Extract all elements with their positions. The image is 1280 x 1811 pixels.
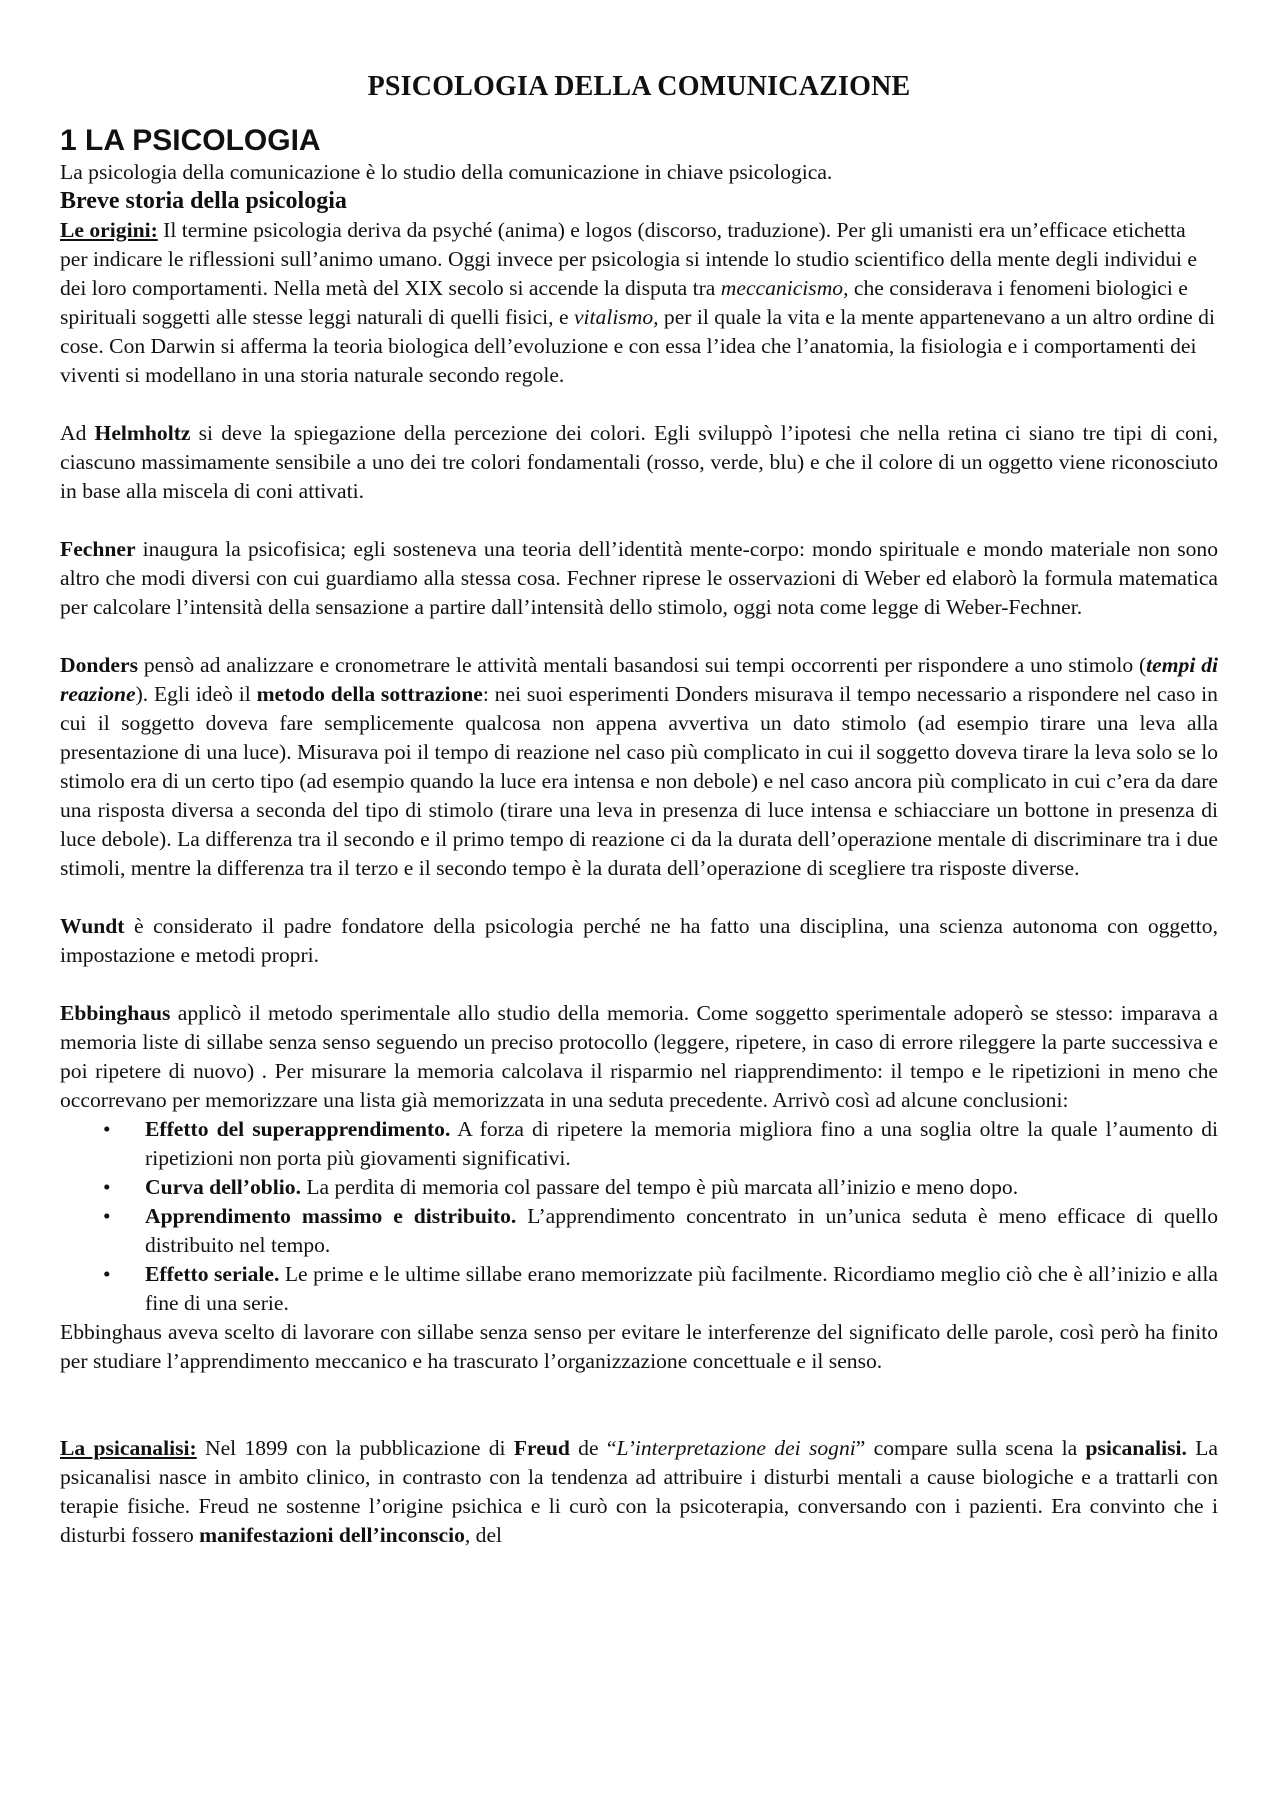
bullet-icon: • bbox=[103, 1204, 111, 1228]
freud-name: Freud bbox=[513, 1436, 570, 1460]
fechner-name: Fechner bbox=[60, 537, 136, 561]
helmholtz-paragraph: Ad Helmholtz si deve la spiegazione della percezione dei colori. Egli sviluppò l’ipotesi che nella retina ci siano tre tipi di coni, ciascuno massimamente sensibile a uno dei tre colori fondamentali (rosso, verde, blu) e che il colore di un oggetto viene riconosciuto in base alla miscela di coni attivati. bbox=[60, 421, 1218, 503]
bullet-icon: • bbox=[103, 1262, 111, 1286]
fechner-paragraph: Fechner inaugura la psicofisica; egli sosteneva una teoria dell’identità mente-corpo: mondo spirituale e mondo materiale non sono altro che modi diversi con cui guardiamo alla stessa cosa. Fechner riprese le osservazioni di Weber ed elaborò la formula matematica per calcolare l’intensità della sensazione a partire dall’intensità dello stimolo, oggi nota come legge di Weber-Fechner. bbox=[60, 537, 1218, 619]
section-heading: Breve storia della psicologia bbox=[60, 188, 347, 214]
origini-lead: Le origini: bbox=[60, 218, 158, 242]
origini-paragraph: Le origini: Il termine psicologia deriva da psyché (anima) e logos (discorso, traduzione). Per gli umanisti era un’efficace etichetta per indicare le riflessioni sull’animo umano. Oggi invece per psicologia si intende lo studio scientifico della mente degli individui e dei loro comportamenti. Nella metà del XIX secolo si accende la disputa tra meccanicismo, che considerava i fenomeni biologici e spirituali soggetti alle stesse leggi naturali di quelli fisici, e vitalismo, per il quale la vita e la mente appartenevano a un altro ordine di cose. Con Darwin si afferma la teoria biologica dell’evoluzione e con essa l’idea che l’anatomia, la fisiologia e i comportamenti dei viventi si modellano in una storia naturale secondo regole. bbox=[60, 218, 1215, 387]
list-item: • Effetto del superapprendimento. A forza di ripetere la memoria migliora fino a una soglia oltre la quale l’aumento di ripetizioni non porta più giovamenti significativi. bbox=[103, 1117, 1218, 1170]
ebbinghaus-paragraph: Ebbinghaus applicò il metodo sperimentale allo studio della memoria. Come soggetto sperimentale adoperò se stesso: imparava a memoria liste di sillabe senza senso seguendo un preciso protocollo (leggere, ripetere, in caso di errore rileggere la parte successiva e poi ripetere di nuovo) . Per misurare la memoria calcolava il risparmio nel riapprendimento: il tempo e le ripetizioni in meno che occorrevano per memorizzare una lista già memorizzata in una seduta precedente. Arrivò così ad alcune conclusioni: bbox=[60, 1001, 1218, 1112]
chapter-heading: 1 LA PSICOLOGIA bbox=[60, 124, 321, 157]
document-title: PSICOLOGIA DELLA COMUNICAZIONE bbox=[367, 71, 911, 102]
wundt-name: Wundt bbox=[60, 914, 125, 938]
bullet-icon: • bbox=[103, 1117, 111, 1141]
ebbinghaus-closing: Ebbinghaus aveva scelto di lavorare con sillabe senza senso per evitare le interferenze del significato delle parole, così però ha finito per studiare l’apprendimento meccanico e ha trascurato l’organizzazione concettuale e il senso. bbox=[60, 1320, 1218, 1373]
helmholtz-name: Helmholtz bbox=[94, 421, 191, 445]
list-item: • Curva dell’oblio. La perdita di memoria col passare del tempo è più marcata all’inizio e meno dopo. bbox=[60, 1173, 1218, 1202]
list-item: • Effetto seriale. Le prime e le ultime sillabe erano memorizzate più facilmente. Ricordiamo meglio ciò che è all’inizio e alla fine di una serie. bbox=[103, 1262, 1219, 1315]
document-page bbox=[60, 70, 1218, 1550]
ebbinghaus-name: Ebbinghaus bbox=[60, 1001, 171, 1025]
conclusions-list bbox=[60, 1115, 1218, 1318]
psicanalisi-lead: La psicanalisi: bbox=[60, 1436, 197, 1460]
donders-paragraph: Donders pensò ad analizzare e cronometrare le attività mentali basandosi sui tempi occorrenti per rispondere a uno stimolo (tempi di reazione). Egli ideò il metodo della sottrazione: nei suoi esperimenti Donders misurava il tempo necessario a rispondere nel caso in cui il soggetto doveva fare semplicemente qualcosa non appena avvertiva un dato stimolo (ad esempio tirare una leva alla presentazione di una luce). Misurava poi il tempo di reazione nel caso più complicato in cui il soggetto doveva tirare la leva solo se lo stimolo era di un certo tipo (ad esempio quando la luce era intensa e non debole) e nel caso ancora più complicato in cui c’era da dare una risposta diversa a seconda del tipo di stimolo (tirare una leva in presenza di luce intensa e schiacciare un bottone in presenza di luce debole). La differenza tra il secondo e il primo tempo di reazione ci da la durata dell’operazione mentale di discriminare tra i due stimoli, mentre la differenza tra il terzo e il secondo tempo è la durata dell’operazione di scegliere tra risposte diverse. bbox=[60, 653, 1218, 880]
bullet-icon: • bbox=[103, 1175, 111, 1199]
list-item: • Apprendimento massimo e distribuito. L’apprendimento concentrato in un’unica seduta è meno efficace di quello distribuito nel tempo. bbox=[103, 1204, 1218, 1257]
donders-name: Donders bbox=[60, 653, 138, 677]
psicanalisi-paragraph: La psicanalisi: Nel 1899 con la pubblicazione di Freud de “L’interpretazione dei sogni” compare sulla scena la psicanalisi. La psicanalisi nasce in ambito clinico, in contrasto con la tendenza ad attribuire i disturbi mentali a cause biologiche e a trattarli con terapie fisiche. Freud ne sostenne l’origine psichica e li curò con la psicoterapia, conversando con i pazienti. Era convinto che i disturbi fossero manifestazioni dell’inconscio, del bbox=[60, 1436, 1218, 1547]
intro-paragraph: La psicologia della comunicazione è lo studio della comunicazione in chiave psicologica. bbox=[60, 160, 833, 184]
wundt-paragraph: Wundt è considerato il padre fondatore della psicologia perché ne ha fatto una disciplina, una scienza autonoma con oggetto, impostazione e metodi propri. bbox=[60, 914, 1218, 967]
